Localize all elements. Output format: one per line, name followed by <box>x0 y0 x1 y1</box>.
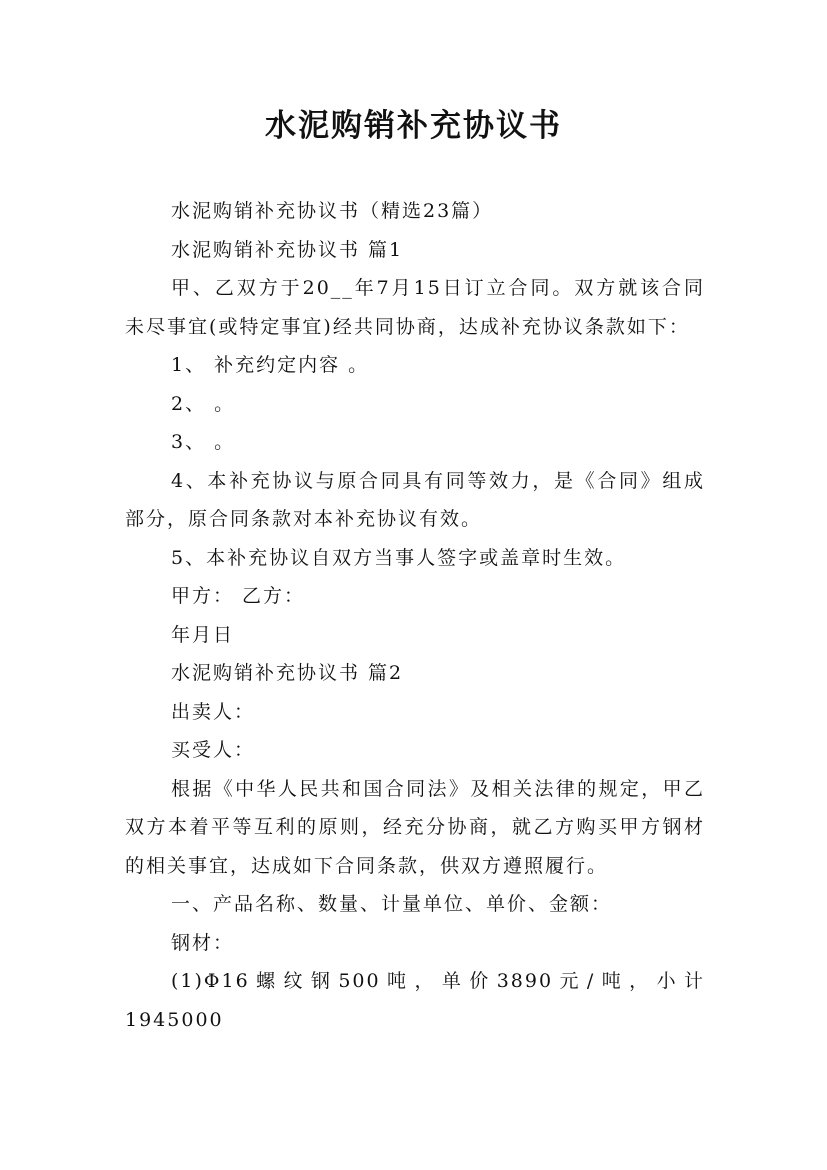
signature-line: 甲方： 乙方： <box>171 585 306 607</box>
section-heading: 水泥购销补充协议书 篇2 <box>171 662 404 684</box>
seller-line: 出卖人： <box>171 700 256 723</box>
date-line: 年月日 <box>171 623 235 646</box>
paragraph: (1)Φ16螺纹钢500吨，单价3890元/吨，小计1945000 <box>125 970 705 1031</box>
list-item: 3、 。 <box>171 431 236 453</box>
paragraph: 甲、乙双方于20__年7月15日订立合同。双方就该合同未尽事宜(或特定事宜)经共同协商，达成补充协议条款如下： <box>125 277 705 338</box>
paragraph: 根据《中华人民共和国合同法》及相关法律的规定，甲乙双方本着平等互利的原则，经充分协商，就乙方购买甲方钢材的相关事宜，达成如下合同条款，供双方遵照履行。 <box>125 777 705 877</box>
document-title: 水泥购销补充协议书 <box>265 108 562 144</box>
document-body <box>125 192 705 1039</box>
subtitle-paragraph: 水泥购销补充协议书（精选23篇） <box>171 200 494 222</box>
list-item: 4、本补充协议与原合同具有同等效力，是《合同》组成部分，原合同条款对本补充协议有效。 <box>125 469 705 530</box>
list-item: 2、 。 <box>171 392 236 415</box>
paragraph: 钢材： <box>171 931 235 954</box>
list-item: 1、 补充约定内容 。 <box>171 354 370 376</box>
clause-heading: 一、产品名称、数量、计量单位、单价、金额： <box>171 893 613 915</box>
section-heading: 水泥购销补充协议书 篇1 <box>171 238 404 261</box>
list-item: 5、本补充协议自双方当事人签字或盖章时生效。 <box>171 546 627 569</box>
buyer-line: 买受人： <box>171 739 256 761</box>
